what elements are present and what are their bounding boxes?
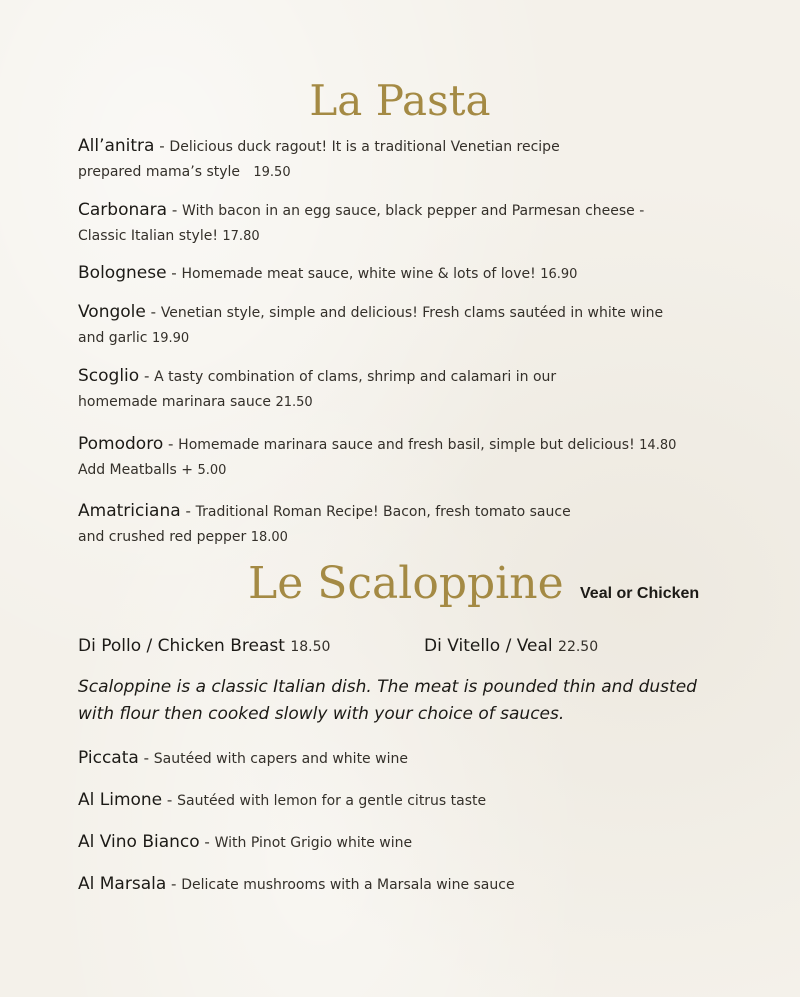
scaloppine-subtitle: Veal or Chicken	[580, 585, 700, 602]
choice-price: 22.50	[558, 639, 599, 655]
sauce-item-piccata	[78, 745, 408, 772]
item-price: 18.00	[250, 530, 288, 545]
item-description: and crushed red pepper	[78, 529, 247, 545]
item-description: prepared mama’s style	[78, 164, 241, 180]
item-price: 19.50	[253, 165, 291, 180]
item-separator: -	[162, 791, 178, 809]
item-price: 14.80	[639, 438, 677, 453]
item-separator: -	[154, 137, 170, 155]
item-name: All’anitra	[78, 136, 155, 156]
item-description: Homemade meat sauce, white wine & lots of love!	[181, 266, 536, 282]
sauce-description: Sautéed with capers and white wine	[153, 751, 408, 767]
sauce-description: With Pinot Grigio white wine	[214, 835, 413, 851]
item-price: 17.80	[222, 229, 260, 244]
item-separator: -	[166, 875, 182, 893]
item-separator: -	[163, 435, 179, 453]
sauce-item-al-limone	[78, 787, 486, 814]
item-description: With bacon in an egg sauce, black pepper and Parmesan cheese -	[182, 203, 645, 219]
menu-item-allanitra	[78, 134, 718, 185]
item-price: 19.90	[151, 331, 190, 346]
item-name: Pomodoro	[78, 434, 164, 454]
sauce-item-al-vino-bianco	[78, 829, 412, 856]
item-name: Vongole	[78, 302, 146, 322]
choice-label: Di Pollo / Chicken Breast	[78, 636, 285, 656]
item-separator: -	[180, 502, 196, 520]
menu-item-pomodoro	[78, 432, 718, 483]
item-description: and garlic	[78, 330, 148, 346]
item-separator: -	[138, 749, 154, 767]
pasta-section-title: La Pasta	[309, 76, 491, 125]
item-separator: -	[199, 833, 215, 851]
choice-label: Di Vitello / Veal	[424, 636, 553, 656]
menu-item-amatriciana	[78, 499, 718, 550]
item-separator: -	[166, 264, 182, 282]
sauce-item-al-marsala	[78, 871, 515, 898]
item-description: Venetian style, simple and delicious! Fresh clams sautéed in white wine	[160, 305, 664, 321]
choice-price: 18.50	[290, 639, 331, 655]
sauce-description: Delicate mushrooms with a Marsala wine sauce	[181, 877, 515, 893]
item-description: homemade marinara sauce	[78, 394, 272, 410]
item-separator: -	[145, 303, 161, 321]
item-name: Carbonara	[78, 200, 168, 220]
scaloppine-description: Scaloppine is a classic Italian dish. The meat is pounded thin and dusted with flour then cooked slowly with your choice of sauces.	[78, 677, 697, 724]
sauce-name: Al Limone	[78, 790, 163, 810]
menu-item-vongole	[78, 300, 718, 351]
item-price: 16.90	[540, 267, 578, 282]
sauce-name: Al Marsala	[78, 874, 167, 894]
menu-item-carbonara	[78, 198, 718, 249]
menu-item-scoglio	[78, 364, 718, 415]
item-price: 21.50	[275, 395, 313, 410]
sauce-name: Piccata	[78, 748, 139, 768]
item-description: Classic Italian style!	[78, 228, 218, 244]
item-name: Amatriciana	[78, 501, 181, 521]
item-description: Homemade marinara sauce and fresh basil, simple but delicious!	[178, 437, 635, 453]
item-separator: -	[139, 367, 155, 385]
add-meatballs-label: Add Meatballs +	[78, 462, 198, 478]
add-meatballs-price: 5.00	[197, 463, 227, 478]
item-description: Traditional Roman Recipe! Bacon, fresh tomato sauce	[195, 504, 571, 520]
item-description: Delicious duck ragout! It is a traditional Venetian recipe	[169, 139, 560, 155]
sauce-name: Al Vino Bianco	[78, 832, 200, 852]
item-separator: -	[167, 201, 183, 219]
scaloppine-section-title: Le Scaloppine	[248, 558, 564, 609]
menu-item-bolognese	[78, 261, 718, 287]
item-name: Bolognese	[78, 263, 167, 283]
item-description: A tasty combination of clams, shrimp and calamari in our	[154, 369, 557, 385]
choice-chicken	[78, 633, 330, 660]
item-name: Scoglio	[78, 366, 140, 386]
choice-veal	[424, 633, 598, 660]
sauce-description: Sautéed with lemon for a gentle citrus taste	[177, 793, 487, 809]
